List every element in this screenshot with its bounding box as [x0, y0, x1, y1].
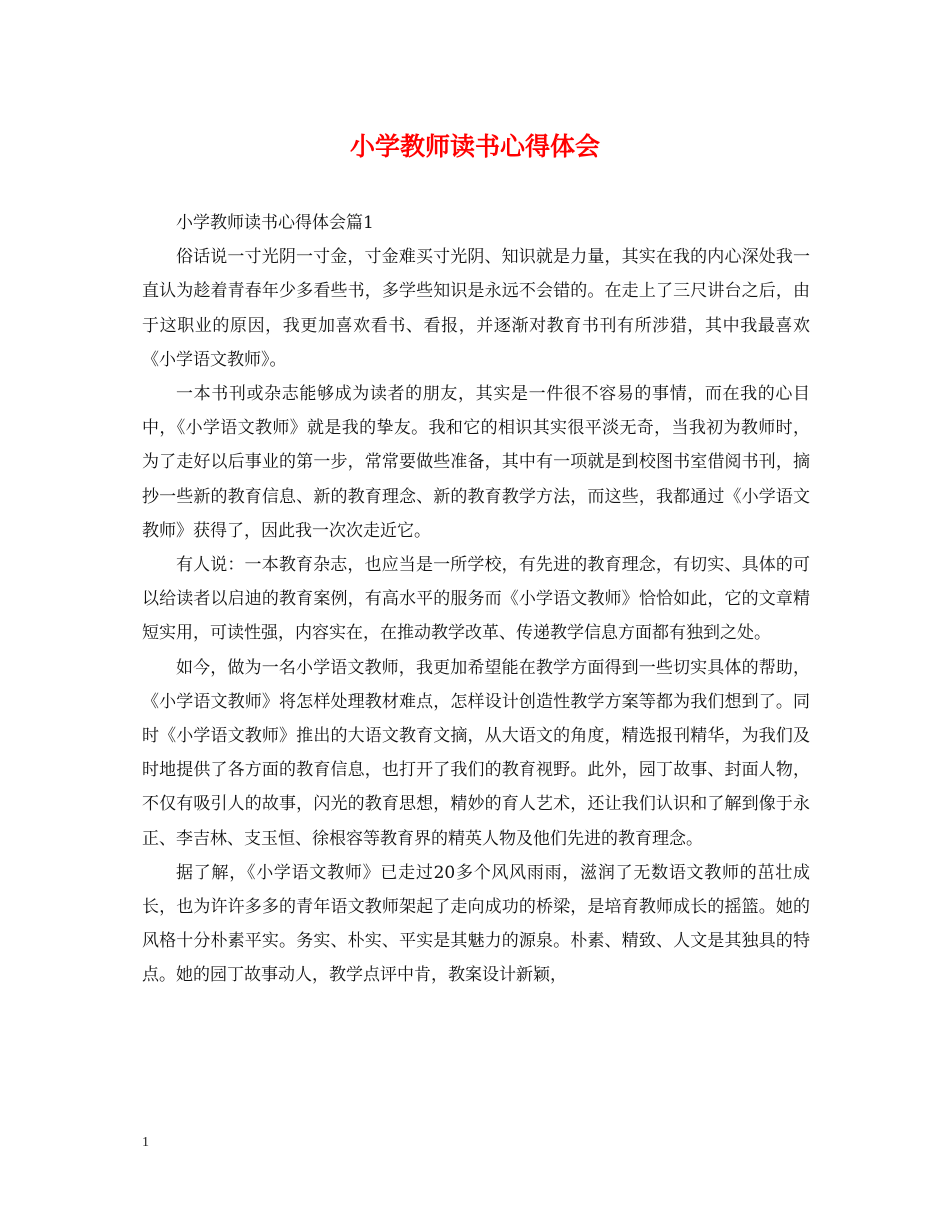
paragraph: 据了解，《小学语文教师》已走过20多个风风雨雨，滋润了无数语文教师的茁壮成长，也为许许多多的青年语文教师架起了走向成功的桥梁，是培育教师成长的摇篮。她的风格十分朴素平实。务实、朴实、平实是其魅力的源泉。朴素、精致、人文是其独具的特点。她的园丁故事动人，教学点评中肯，教案设计新颖，	[142, 862, 810, 986]
page-number: 1	[142, 1135, 149, 1150]
paragraph: 有人说：一本教育杂志，也应当是一所学校，有先进的教育理念，有切实、具体的可以给读者以启迪的教育案例，有高水平的服务而《小学语文教师》恰恰如此，它的文章精短实用，可读性强，内容实在，在推动教学改革、传递教学信息方面都有独到之处。	[142, 555, 810, 644]
paragraph: 一本书刊或杂志能够成为读者的朋友，其实是一件很不容易的事情，而在我的心目中，《小学语文教师》就是我的挚友。我和它的相识其实很平淡无奇，当我初为教师时，为了走好以后事业的第一步，常常要做些准备，其中有一项就是到校图书室借阅书刊，摘抄一些新的教育信息、新的教育理念、新的教育教学方法，而这些，我都通过《小学语文教师》获得了，因此我一次次走近它。	[142, 384, 810, 541]
paragraph: 俗话说一寸光阴一寸金，寸金难买寸光阴、知识就是力量，其实在我的内心深处我一直认为趁着青春年少多看些书，多学些知识是永远不会错的。在走上了三尺讲台之后，由于这职业的原因，我更加喜欢看书、看报，并逐渐对教育书刊有所涉猎，其中我最喜欢《小学语文教师》。	[142, 247, 810, 370]
paragraph: 如今，做为一名小学语文教师，我更加希望能在教学方面得到一些切实具体的帮助，《小学语文教师》将怎样处理教材难点，怎样设计创造性教学方案等都为我们想到了。同时《小学语文教师》推出的大语文教育文摘，从大语文的角度，精选报刊精华，为我们及时地提供了各方面的教育信息，也打开了我们的教育视野。此外，园丁故事、封面人物，不仅有吸引人的故事，闪光的教育思想，精妙的育人艺术，还让我们认识和了解到像于永正、李吉林、支玉恒、徐根容等教育界的精英人物及他们先进的教育理念。	[142, 657, 810, 849]
document-body	[142, 206, 810, 993]
section-heading: 小学教师读书心得体会篇1	[176, 213, 374, 233]
document-title: 小学教师读书心得体会	[349, 132, 600, 161]
